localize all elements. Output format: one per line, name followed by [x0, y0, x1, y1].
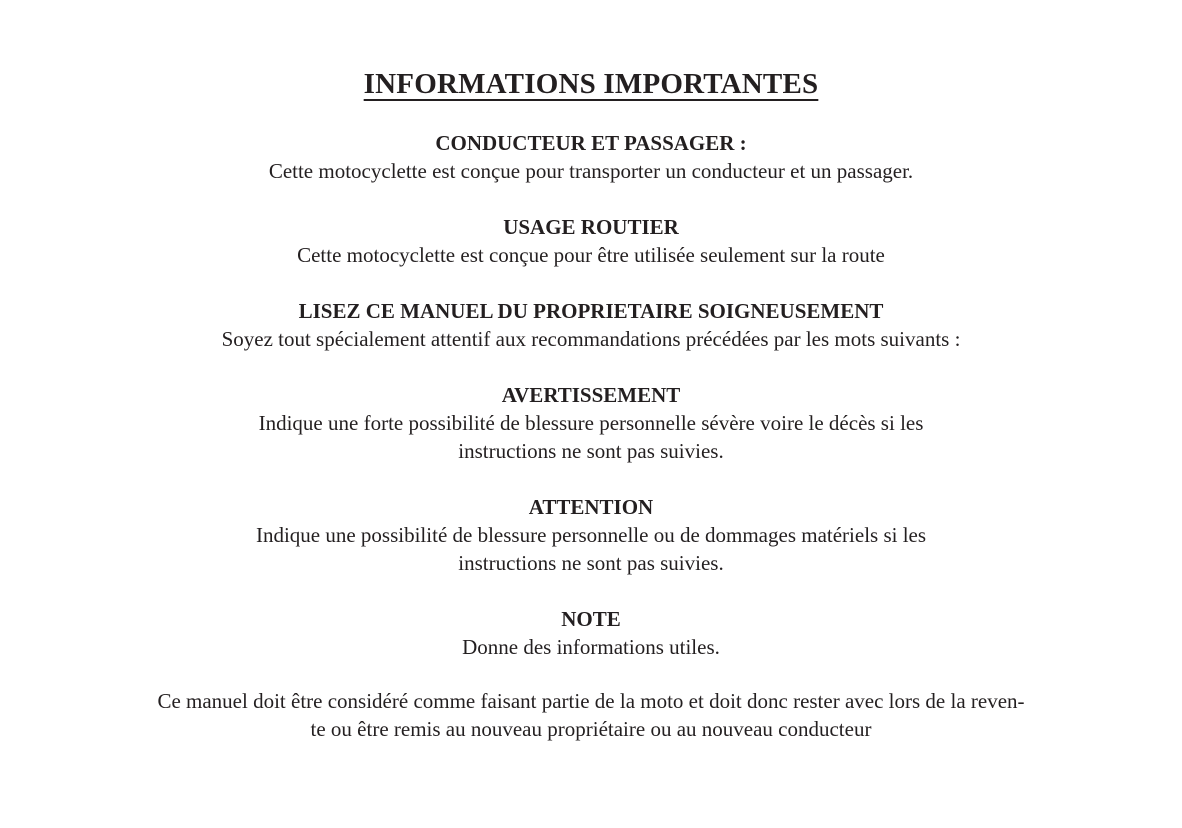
section-text-line: Indique une possibilité de blessure personnelle ou de dommages matériels si les: [255, 523, 927, 547]
section-heading: AVERTISSEMENT: [501, 383, 681, 407]
section-avertissement: [0, 381, 1182, 465]
section-note: [0, 605, 1182, 661]
section-text-line: instructions ne sont pas suivies.: [458, 551, 724, 575]
section-text-line: Donne des informations utiles.: [462, 635, 720, 659]
section-heading: USAGE ROUTIER: [503, 215, 679, 239]
section-text-line: Soyez tout spécialement attentif aux recommandations précédées par les mots suivants :: [221, 327, 961, 351]
page-title: [0, 64, 1182, 104]
section-text-line: Cette motocyclette est conçue pour être utilisée seulement sur la route: [297, 243, 885, 267]
section-conducteur-passager: [0, 129, 1182, 185]
section-attention: [0, 493, 1182, 577]
section-lisez-manuel: [0, 297, 1182, 353]
section-text-line: Indique une forte possibilité de blessure personnelle sévère voire le décès si les: [258, 411, 924, 435]
section-heading: LISEZ CE MANUEL DU PROPRIETAIRE SOIGNEUSEMENT: [298, 299, 884, 323]
closing-text-line: te ou être remis au nouveau propriétaire ou au nouveau conducteur: [310, 717, 872, 741]
section-usage-routier: [0, 213, 1182, 269]
closing-text-line: Ce manuel doit être considéré comme faisant partie de la moto et doit donc rester avec lors de la reven-: [157, 689, 1025, 713]
section-heading: NOTE: [561, 607, 621, 631]
section-heading: CONDUCTEUR ET PASSAGER :: [435, 131, 747, 155]
section-heading: ATTENTION: [528, 495, 654, 519]
section-text-line: instructions ne sont pas suivies.: [458, 439, 724, 463]
closing-paragraph: [0, 687, 1182, 743]
section-text-line: Cette motocyclette est conçue pour transporter un conducteur et un passager.: [268, 159, 914, 183]
page-title-text: INFORMATIONS IMPORTANTES: [363, 68, 819, 100]
